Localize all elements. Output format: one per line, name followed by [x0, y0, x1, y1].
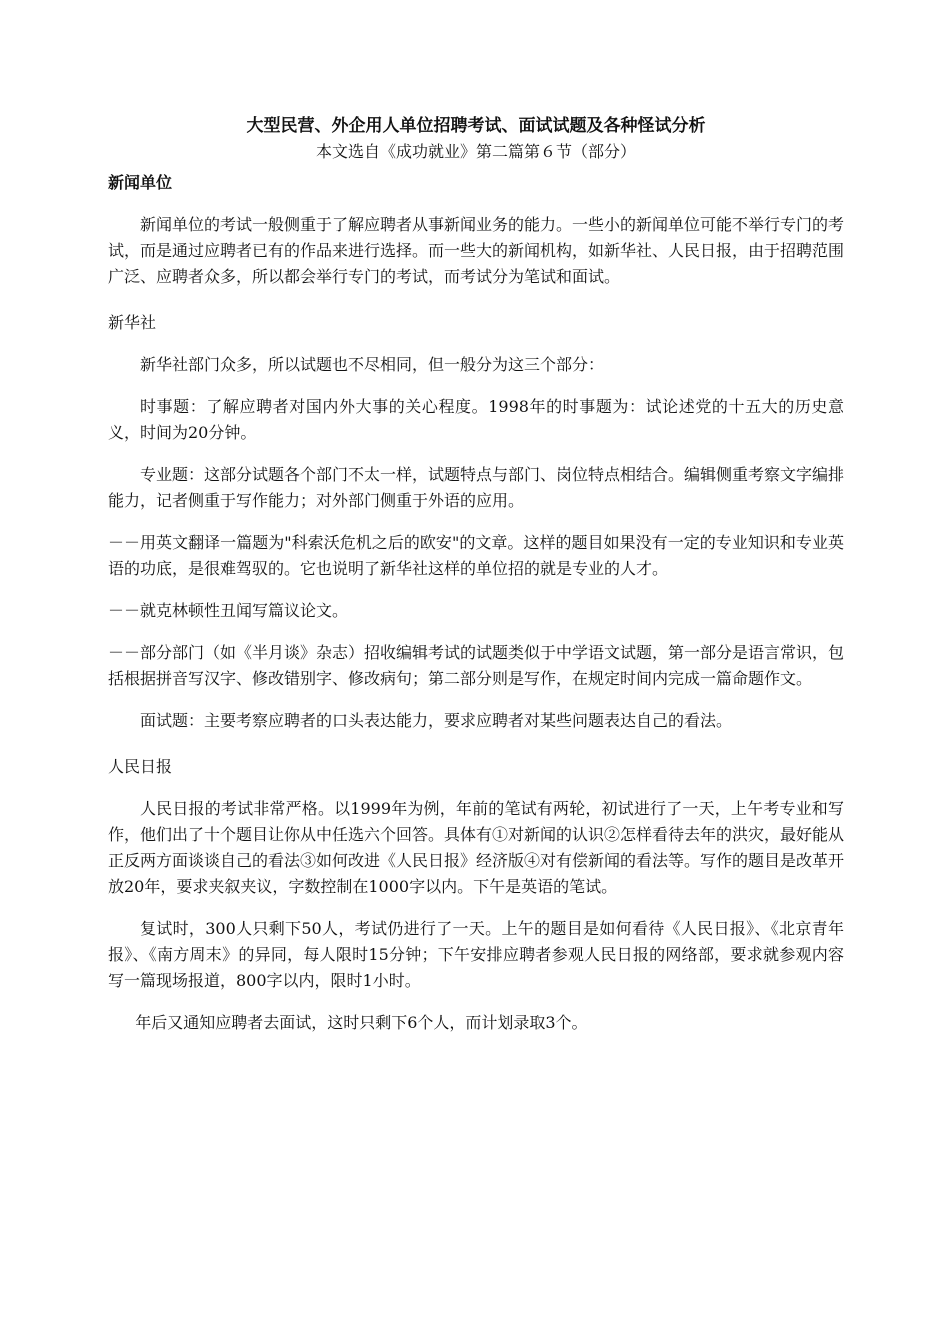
paragraph-peoples-daily-interview: 年后又通知应聘者去面试，这时只剩下6个人，而计划录取3个。 — [135, 1013, 588, 1032]
section-heading-peoples-daily: 人民日报 — [108, 757, 173, 776]
paragraph-xinhua-professional: 专业题：这部分试题各个部门不太一样，试题特点与部门、岗位特点相结合。编辑侧重考察文字编排能力，记者侧重于写作能力；对外部门侧重于外语的应用。 — [108, 465, 845, 510]
paragraph-xinhua-current-affairs: 时事题：了解应聘者对国内外大事的关心程度。1998年的时事题为：试论述党的十五大的历史意义，时间为20分钟。 — [108, 397, 844, 442]
paragraph-news-units-intro: 新闻单位的考试一般侧重于了解应聘者从事新闻业务的能力。一些小的新闻单位可能不举行专门的考试，而是通过应聘者已有的作品来进行选择。而一些大的新闻机构，如新华社、人民日报，由于招聘范围广泛、应聘者众多，所以都会举行专门的考试，而考试分为笔试和面试。 — [108, 215, 845, 286]
paragraph-xinhua-translation: －－用英文翻译一篇题为"科索沃危机之后的欧安"的文章。这样的题目如果没有一定的专业知识和专业英语的功底，是很难驾驭的。它也说明了新华社这样的单位招的就是专业的人才。 — [108, 533, 844, 578]
paragraph-xinhua-parts: 新华社部门众多，所以试题也不尽相同，但一般分为这三个部分： — [140, 355, 605, 374]
paragraph-peoples-daily-retest: 复试时，300人只剩下50人，考试仍进行了一天。上午的题目是如何看待《人民日报》、《北京青年报》、《南方周末》的异同，每人限时15分钟；下午安排应聘者参观人民日报的网络部，要求就参观内容写一篇现场报道，800字以内，限时1小时。 — [108, 919, 844, 990]
paragraph-xinhua-essay: －－就克林顿性丑闻写篇议论文。 — [108, 601, 349, 620]
paragraph-peoples-daily-written: 人民日报的考试非常严格。以1999年为例，年前的笔试有两轮，初试进行了一天，上午考专业和写作，他们出了十个题目让你从中任选六个回答。具体有①对新闻的认识②怎样看待去年的洪灾，最好能从正反两方面谈谈自己的看法③如何改进《人民日报》经济版④对有偿新闻的看法等。写作的题目是改革开放20年，要求夹叙夹议，字数控制在1000字以内。下午是英语的笔试。 — [108, 799, 845, 896]
section-heading-news-units: 新闻单位 — [108, 173, 173, 192]
document-title: 大型民营、外企用人单位招聘考试、面试试题及各种怪试分析 — [246, 116, 706, 136]
paragraph-xinhua-banyuetan: －－部分部门（如《半月谈》杂志）招收编辑考试的试题类似于中学语文试题，第一部分是语言常识，包括根据拼音写汉字、修改错别字、修改病句；第二部分则是写作，在规定时间内完成一篇命题作文。 — [108, 643, 845, 688]
section-heading-xinhua: 新华社 — [108, 313, 157, 332]
document-body — [108, 114, 844, 1036]
document-subtitle: 本文选自《成功就业》第二篇第６节（部分） — [315, 142, 636, 161]
paragraph-xinhua-interview: 面试题：主要考察应聘者的口头表达能力，要求应聘者对某些问题表达自己的看法。 — [140, 711, 733, 730]
